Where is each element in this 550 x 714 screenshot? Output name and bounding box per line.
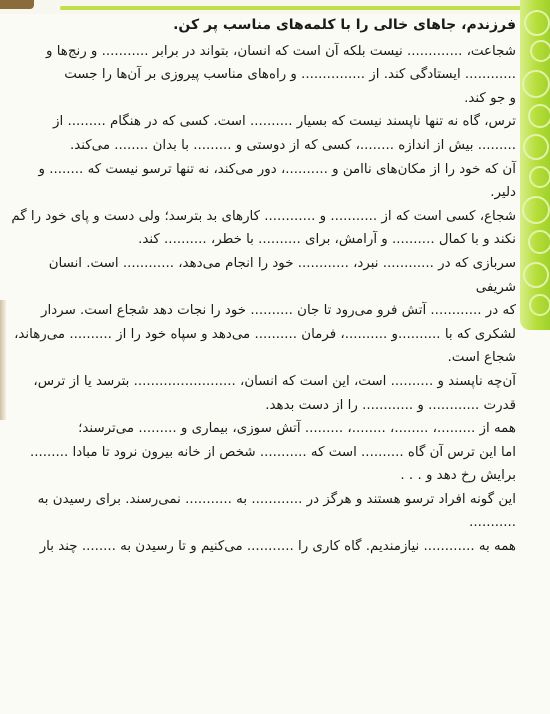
text-line: این گونه افراد ترسو هستند و هرگز در ............ به ........... نمی‌رسند. برای رسیدن به ...........	[37, 491, 516, 531]
green-swirl-border	[520, 0, 550, 330]
text-line: ......... بیش از اندازه ........، کسی که از دوستی و ......... با بدان ........ می‌کند.	[69, 137, 516, 153]
text-line: قدرت ............ و ............ را از دست بدهد.	[265, 397, 516, 413]
text-line: ترس، گاه نه تنها ناپسند نیست که بسیار .......... است. کسی که در هنگام ......... از	[53, 114, 516, 130]
text-line: دلیر.	[490, 185, 516, 201]
top-corner-decoration	[0, 0, 34, 9]
top-green-divider	[60, 6, 530, 10]
text-line: اما این ترس آن گاه .......... است که ........... شخص از خانه بیرون نرود تا مبادا .........	[29, 444, 516, 460]
text-line: همه به ............ نیازمندیم. گاه کاری را ........... می‌کنیم و تا رسیدن به ........ چند بار	[39, 539, 516, 555]
text-line: شجاع است.	[447, 350, 516, 366]
text-line: آن‌چه ناپسند و .......... است، این است که انسان، ........................ بترسد یا از ترس،	[33, 373, 516, 389]
text-line: لشکری که با ..........و ..........، فرمان .......... می‌دهد و سپاه خود را از .......... می‌رهاند،	[14, 326, 516, 342]
text-line: شجاعت، ............. نیست بلکه آن است که انسان، بتواند در برابر ........... و رنج‌ها و	[45, 43, 516, 59]
worksheet-title: فرزندم، جاهای خالی را با کلمه‌های مناسب پر کن.	[173, 17, 516, 33]
worksheet-body	[6, 14, 516, 559]
text-line: همه از .........، ........، ........، ......... آتش سوزی، بیماری و ......... می‌ترسند؛	[78, 421, 516, 437]
text-line: ............ ایستادگی کند. از ............... و راه‌های مناسب پیروزی بر آن‌ها را جست	[64, 67, 516, 83]
text-line: نکند و با کمال .......... و آرامش، برای .......... با خطر، .......... کند.	[138, 232, 516, 248]
text-line: و جو کند.	[464, 90, 516, 106]
text-line: برایش رخ دهد و . . .	[400, 468, 516, 484]
text-line: شجاع، کسی است که از ........... و ............ کارهای بد بترسد؛ ولی دست و پای خود را گم	[11, 208, 516, 224]
text-line: که در ............ آتش فرو می‌رود تا جان .......... خود را نجات دهد شجاع است. سردار	[41, 303, 516, 319]
text-line: سربازی که در ............ نبرد، ............ خود را انجام می‌دهد، ............ است. انسان شریفی	[48, 255, 516, 295]
text-line: آن که خود را از مکان‌های ناامن و ..........، دور می‌کند، نه تنها ترسو نیست که ........ و	[38, 161, 516, 177]
